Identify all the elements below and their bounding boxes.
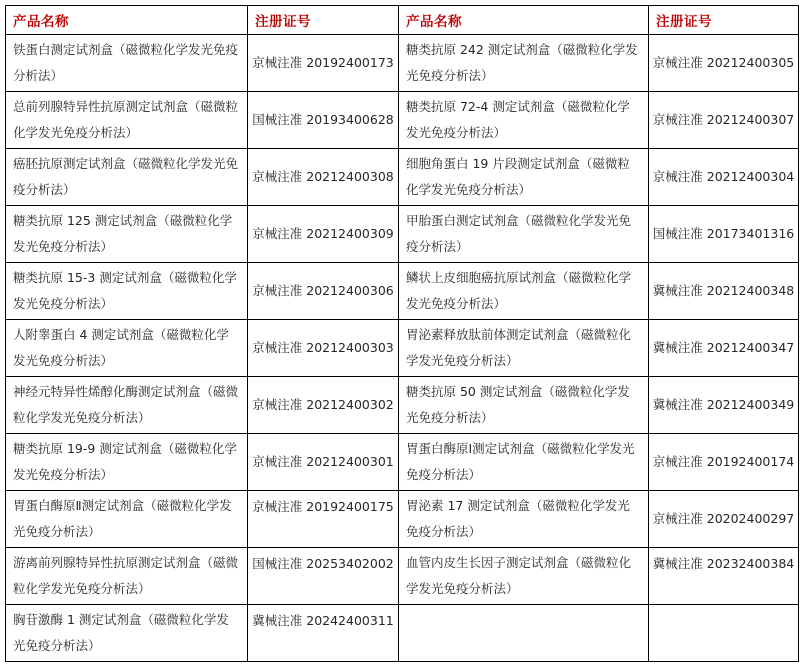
products-table [5, 5, 799, 662]
product-name-cell: 甲胎蛋白测定试剂盒（磁微粒化学发光免疫分析法） [399, 206, 649, 263]
product-name-cell: 人附睾蛋白 4 测定试剂盒（磁微粒化学发光免疫分析法） [6, 320, 248, 377]
product-name-cell: 糖类抗原 125 测定试剂盒（磁微粒化学发光免疫分析法） [6, 206, 248, 263]
product-name-cell: 铁蛋白测定试剂盒（磁微粒化学发光免疫分析法） [6, 35, 248, 92]
reg-number-cell [649, 605, 799, 662]
product-name-cell: 胃蛋白酶原Ⅰ测定试剂盒（磁微粒化学发光免疫分析法） [399, 434, 649, 491]
reg-number-cell: 京械注准 20212400303 [248, 320, 399, 377]
reg-number-cell: 京械注准 20212400305 [649, 35, 799, 92]
product-name-cell: 细胞角蛋白 19 片段测定试剂盒（磁微粒化学发光免疫分析法） [399, 149, 649, 206]
table-row [6, 548, 799, 605]
reg-number-cell: 冀械注准 20212400347 [649, 320, 799, 377]
reg-number-cell: 国械注准 20193400628 [248, 92, 399, 149]
table-row [6, 35, 799, 92]
table-row [6, 149, 799, 206]
table-row [6, 92, 799, 149]
reg-number-cell: 京械注准 20202400297 [649, 491, 799, 548]
table-row [6, 320, 799, 377]
reg-number-cell: 京械注准 20212400304 [649, 149, 799, 206]
reg-number-cell: 京械注准 20192400174 [649, 434, 799, 491]
table-row [6, 434, 799, 491]
product-name-cell: 总前列腺特异性抗原测定试剂盒（磁微粒化学发光免疫分析法） [6, 92, 248, 149]
column-header-product-name-1: 产品名称 [6, 6, 248, 35]
product-name-cell: 胃泌素释放肽前体测定试剂盒（磁微粒化学发光免疫分析法） [399, 320, 649, 377]
product-name-cell: 鳞状上皮细胞癌抗原试剂盒（磁微粒化学发光免疫分析法） [399, 263, 649, 320]
table-body [6, 35, 799, 662]
table-row [6, 491, 799, 548]
reg-number-cell: 京械注准 20192400175 [248, 491, 399, 548]
reg-number-cell: 京械注准 20192400173 [248, 35, 399, 92]
table-header-row [6, 6, 799, 35]
product-name-cell: 糖类抗原 50 测定试剂盒（磁微粒化学发光免疫分析法） [399, 377, 649, 434]
reg-number-cell: 京械注准 20212400301 [248, 434, 399, 491]
reg-number-cell: 京械注准 20212400307 [649, 92, 799, 149]
product-name-cell: 血管内皮生长因子测定试剂盒（磁微粒化学发光免疫分析法） [399, 548, 649, 605]
product-name-cell: 游离前列腺特异性抗原测定试剂盒（磁微粒化学发光免疫分析法） [6, 548, 248, 605]
table-row [6, 206, 799, 263]
product-name-cell: 糖类抗原 72-4 测定试剂盒（磁微粒化学发光免疫分析法） [399, 92, 649, 149]
column-header-reg-number-2: 注册证号 [649, 6, 799, 35]
column-header-product-name-2: 产品名称 [399, 6, 649, 35]
reg-number-cell: 冀械注准 20212400348 [649, 263, 799, 320]
product-name-cell: 癌胚抗原测定试剂盒（磁微粒化学发光免疫分析法） [6, 149, 248, 206]
table-row [6, 263, 799, 320]
product-name-cell: 糖类抗原 19-9 测定试剂盒（磁微粒化学发光免疫分析法） [6, 434, 248, 491]
reg-number-cell: 京械注准 20212400306 [248, 263, 399, 320]
reg-number-cell: 京械注准 20212400309 [248, 206, 399, 263]
reg-number-cell: 京械注准 20212400308 [248, 149, 399, 206]
column-header-reg-number-1: 注册证号 [248, 6, 399, 35]
reg-number-cell: 国械注准 20173401316 [649, 206, 799, 263]
product-name-cell: 胸苷激酶 1 测定试剂盒（磁微粒化学发光免疫分析法） [6, 605, 248, 662]
product-name-cell: 胃蛋白酶原Ⅱ测定试剂盒（磁微粒化学发光免疫分析法） [6, 491, 248, 548]
reg-number-cell: 冀械注准 20232400384 [649, 548, 799, 605]
reg-number-cell: 京械注准 20212400302 [248, 377, 399, 434]
product-name-cell: 糖类抗原 15-3 测定试剂盒（磁微粒化学发光免疫分析法） [6, 263, 248, 320]
product-name-cell [399, 605, 649, 662]
reg-number-cell: 冀械注准 20212400349 [649, 377, 799, 434]
product-name-cell: 胃泌素 17 测定试剂盒（磁微粒化学发光免疫分析法） [399, 491, 649, 548]
reg-number-cell: 国械注准 20253402002 [248, 548, 399, 605]
table-row [6, 605, 799, 662]
table-row [6, 377, 799, 434]
product-name-cell: 神经元特异性烯醇化酶测定试剂盒（磁微粒化学发光免疫分析法） [6, 377, 248, 434]
reg-number-cell: 冀械注准 20242400311 [248, 605, 399, 662]
product-name-cell: 糖类抗原 242 测定试剂盒（磁微粒化学发光免疫分析法） [399, 35, 649, 92]
